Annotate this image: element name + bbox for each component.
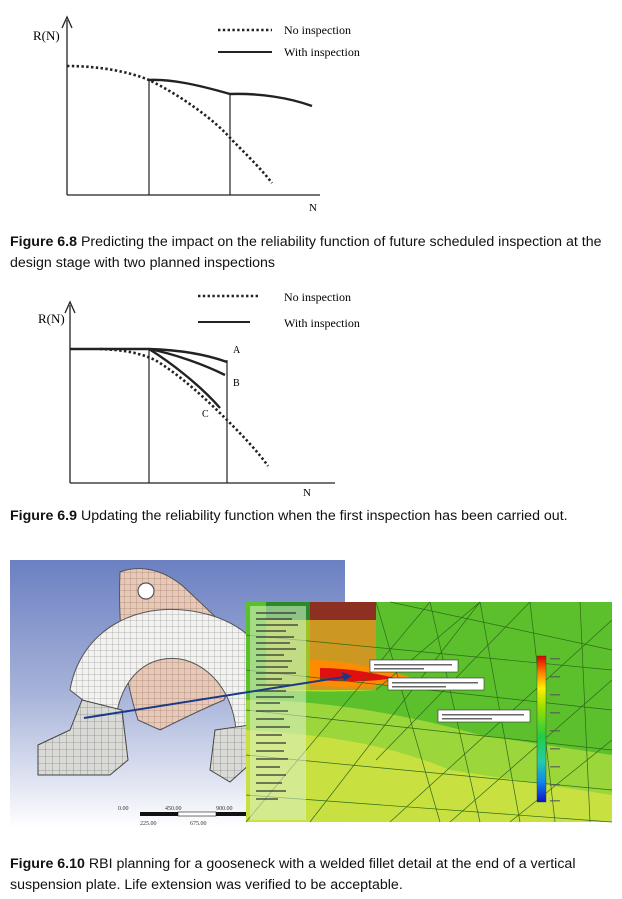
scale-label-450: 450.00 [165,806,182,812]
curve-no-inspection [100,349,268,466]
probe-callout-2 [388,678,484,690]
figure-6-8-chart [0,0,622,225]
lifting-hole [138,583,154,599]
curve-label-C: C [202,409,209,420]
figure-6-10-caption [10,854,610,896]
figure-6-9-caption [10,506,610,527]
scale-label-900: 900.00 [216,806,233,812]
y-axis-label: R(N) [38,311,65,326]
stress-legend-bar [537,656,546,802]
caption-number: Figure 6.10 [10,856,85,872]
scale-label-0: 0.00 [118,806,129,812]
legend-label-no-inspection: No inspection [284,290,351,304]
caption-text: Predicting the impact on the reliability function of future scheduled inspection at the design stage with two planned inspections [10,234,602,271]
legend-label-no-inspection: No inspection [284,23,351,37]
figure-6-10-image [10,560,612,828]
x-axis-label: N [309,202,317,214]
caption-text: Updating the reliability function when the first inspection has been carried out. [77,508,568,524]
scale-bar-seg1 [140,812,178,816]
curve-label-A: A [233,345,241,356]
y-axis-label: R(N) [33,28,60,43]
probe-callout-3 [438,710,530,722]
scale-label-225: 225.00 [140,821,157,827]
legend-label-with-inspection: With inspection [284,316,360,330]
figure-6-9-chart [0,280,622,502]
curve-no-inspection [67,66,272,183]
scale-label-675: 675.00 [190,821,207,827]
caption-number: Figure 6.8 [10,234,78,250]
scale-bar-seg2 [178,812,216,816]
caption-number: Figure 6.9 [10,508,78,524]
legend-label-with-inspection: With inspection [284,45,360,59]
x-axis-label: N [303,487,311,499]
figure-6-8-caption [10,232,610,274]
probe-callout-1 [370,660,458,672]
caption-text: RBI planning for a gooseneck with a welded fillet detail at the end of a vertical suspension plate. Life extension was verified to be acceptable. [10,856,576,893]
model-tree-panel [250,606,306,820]
fe-model-illustration [10,560,612,828]
curve-label-B: B [233,378,240,389]
fe-stress-zoom [246,602,612,822]
